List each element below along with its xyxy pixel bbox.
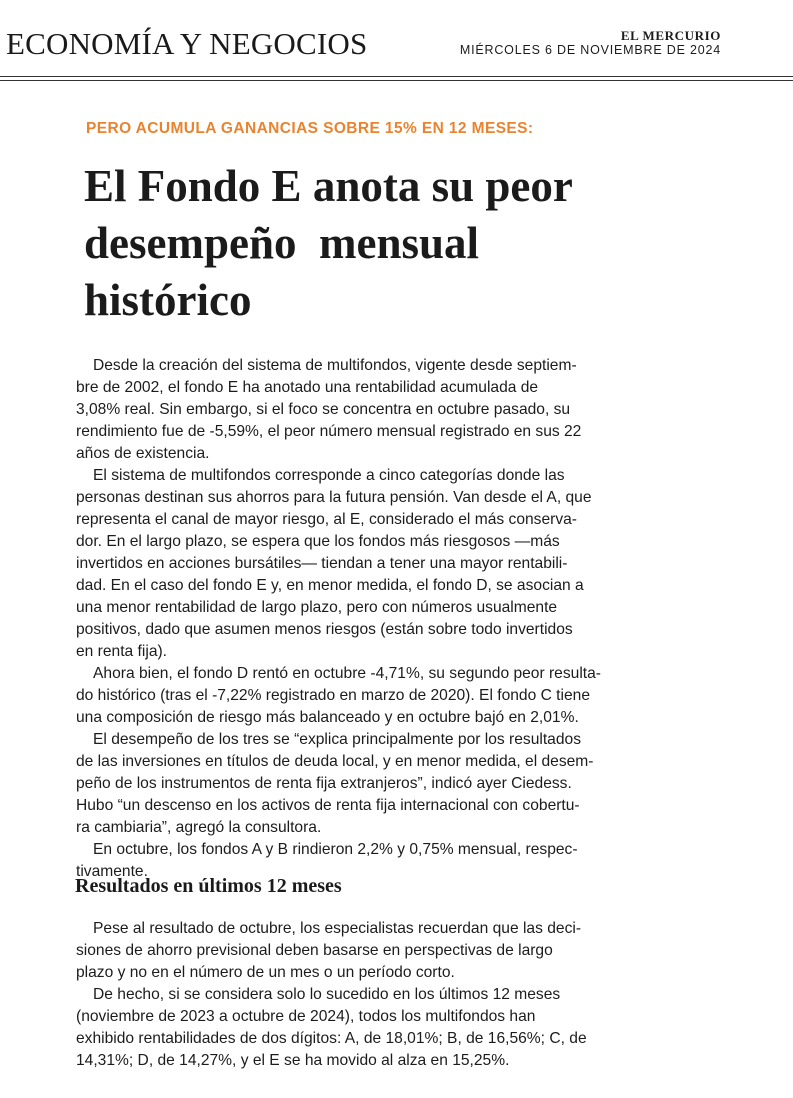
body-line: El desempeño de los tres se “explica principalmente por los resultados [93, 731, 581, 748]
article-headline [84, 158, 724, 329]
newspaper-name: EL MERCURIO [620, 28, 721, 43]
body-line: plazo y no en el número de un mes o un período corto. [76, 964, 455, 981]
body-line: una menor rentabilidad de largo plazo, pero con números usualmente [76, 599, 558, 616]
body-line: personas destinan sus ahorros para la futura pensión. Van desde el A, que [76, 489, 592, 506]
section-title: ECONOMÍA Y NEGOCIOS [6, 26, 368, 61]
article-body [76, 355, 646, 883]
body-line: Desde la creación del sistema de multifondos, vigente desde septiem- [93, 357, 577, 374]
body-line: exhibido rentabilidades de dos dígitos: A, de 18,01%; B, de 16,56%; C, de [76, 1030, 587, 1047]
article-kicker: PERO ACUMULA GANANCIAS SOBRE 15% EN 12 MESES: [86, 120, 534, 137]
body-line: (noviembre de 2023 a octubre de 2024), todos los multifondos han [76, 1008, 536, 1025]
article-body-2 [76, 918, 646, 1072]
body-line: Ahora bien, el fondo D rentó en octubre -4,71%, su segundo peor resulta- [93, 665, 601, 682]
body-line: siones de ahorro previsional deben basarse en perspectivas de largo [76, 942, 553, 959]
body-line: de las inversiones en títulos de deuda local, y en menor medida, el desem- [76, 753, 594, 770]
body-line: positivos, dado que asumen menos riesgos (están sobre todo invertidos [76, 621, 573, 638]
body-line: El sistema de multifondos corresponde a cinco categorías donde las [93, 467, 565, 484]
body-line: 14,31%; D, de 14,27%, y el E se ha movido al alza en 15,25%. [76, 1052, 510, 1069]
body-line: En octubre, los fondos A y B rindieron 2,2% y 0,75% mensual, respec- [93, 841, 578, 858]
headline-line: desempeño mensual [84, 218, 480, 268]
body-line: rendimiento fue de -5,59%, el peor número mensual registrado en sus 22 [76, 423, 582, 440]
body-line: una composición de riesgo más balanceado y en octubre bajó en 2,01%. [76, 709, 579, 726]
masthead-rule [0, 76, 793, 81]
body-line: tivamente. [76, 863, 148, 880]
article-subhead: Resultados en últimos 12 meses [75, 875, 342, 897]
body-line: peño de los instrumentos de renta fija extranjeros”, indicó ayer Ciedess. [76, 775, 572, 792]
body-line: en renta fija). [76, 643, 168, 660]
body-line: De hecho, si se considera solo lo sucedido en los últimos 12 meses [93, 986, 561, 1003]
masthead [0, 20, 793, 80]
body-line: ra cambiaria”, agregó la consultora. [76, 819, 322, 836]
body-line: do histórico (tras el -7,22% registrado en marzo de 2020). El fondo C tiene [76, 687, 590, 704]
body-line: Pese al resultado de octubre, los especialistas recuerdan que las deci- [93, 920, 582, 937]
body-line: 3,08% real. Sin embargo, si el foco se concentra en octubre pasado, su [76, 401, 571, 418]
body-line: Hubo “un descenso en los activos de renta fija internacional con cobertu- [76, 797, 580, 814]
headline-line: histórico [84, 275, 252, 325]
body-line: representa el canal de mayor riesgo, al E, considerado el más conserva- [76, 511, 577, 528]
body-line: años de existencia. [76, 445, 210, 462]
publication-date: MIÉRCOLES 6 DE NOVIEMBRE DE 2024 [459, 43, 721, 57]
body-line: invertidos en acciones bursátiles— tiendan a tener una mayor rentabili- [76, 555, 568, 572]
body-line: dor. En el largo plazo, se espera que los fondos más riesgosos —más [76, 533, 560, 550]
body-line: dad. En el caso del fondo E y, en menor medida, el fondo D, se asocian a [76, 577, 584, 594]
headline-line: El Fondo E anota su peor [84, 161, 573, 211]
body-line: bre de 2002, el fondo E ha anotado una rentabilidad acumulada de [76, 379, 539, 396]
